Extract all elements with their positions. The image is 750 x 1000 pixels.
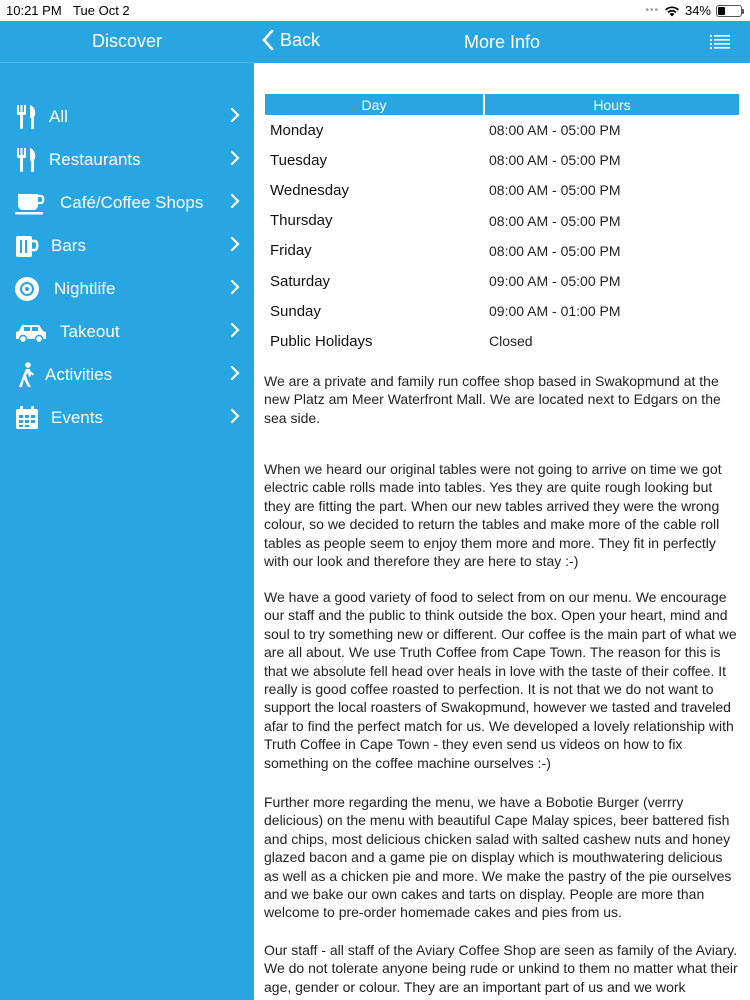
chevron-right-icon <box>230 107 240 123</box>
detail-header <box>254 21 750 63</box>
page-title: More Info <box>463 32 541 52</box>
description-paragraph: Our staff - all staff of the Aviary Coffee Shop are seen as family of the Aviary. We do not tolerate anyone being rude or unkind to them no matter what their age, gender or colour. They are an important part of us and we work <box>264 942 738 995</box>
sidebar-title: Discover <box>0 21 254 63</box>
calendar-icon <box>14 405 40 431</box>
sidebar-item-bars[interactable] <box>0 224 254 267</box>
hours-cell: 08:00 AM - 05:00 PM <box>489 122 621 139</box>
sidebar-item-label: Takeout <box>60 322 120 341</box>
status-date: Tue Oct 2 <box>73 3 130 18</box>
day-cell: Friday <box>270 242 312 260</box>
sidebar-menu <box>0 95 254 439</box>
day-cell: Public Holidays <box>270 332 373 350</box>
hours-cell: 08:00 AM - 05:00 PM <box>489 242 621 259</box>
coffee-cup-icon <box>14 190 48 216</box>
beer-mug-icon <box>14 233 40 259</box>
sidebar-item-takeout[interactable] <box>0 310 254 353</box>
fork-knife-icon <box>14 147 40 173</box>
battery-fill <box>718 7 725 15</box>
table-row <box>265 115 739 145</box>
sidebar-item-label: Activities <box>45 365 113 384</box>
walking-person-icon <box>14 362 40 388</box>
table-header-row <box>265 94 739 115</box>
chevron-right-icon <box>230 322 240 338</box>
day-cell: Thursday <box>270 212 333 230</box>
wifi-icon <box>664 5 680 17</box>
table-row <box>265 145 739 175</box>
table-row <box>265 206 739 236</box>
battery-icon <box>716 5 742 17</box>
battery-percent: 34% <box>684 3 711 18</box>
hours-cell: 08:00 AM - 05:00 PM <box>489 182 621 199</box>
chevron-right-icon <box>230 408 240 424</box>
sidebar-item-label: Nightlife <box>54 279 116 298</box>
sidebar-item-label: Events <box>51 408 103 427</box>
hours-cell: 08:00 AM - 05:00 PM <box>489 212 621 229</box>
back-label: Back <box>280 29 321 50</box>
hours-cell: 09:00 AM - 01:00 PM <box>489 303 621 320</box>
description-paragraph: Further more regarding the menu, we have a Bobotie Burger (verrry delicious) on the menu with beautiful Cape Malay spices, beer battered fish and chips, most delicious chicken salad with salted cashew nuts and honey glazed bacon and a game pie on display which is mouthwatering delicious as well as a chicken pie and more. We make the pastry of the pie ourselves and we bake our own cakes and tarts on display. People are more than welcome to pre-order homemade cakes and pies from us. <box>264 794 732 921</box>
day-cell: Tuesday <box>270 151 327 169</box>
day-cell: Sunday <box>270 302 321 320</box>
hours-cell: Closed <box>489 333 533 350</box>
chevron-right-icon <box>230 193 240 209</box>
chevron-right-icon <box>230 365 240 381</box>
sidebar <box>0 21 254 1000</box>
description-paragraph: We are a private and family run coffee shop based in Swakopmund at the new Platz am Meer Waterfront Mall. We are located next to Edgars on the sea side. <box>264 373 721 426</box>
fork-knife-icon <box>14 104 40 130</box>
table-row <box>265 296 739 326</box>
status-bar <box>0 0 750 21</box>
sidebar-item-events[interactable] <box>0 396 254 439</box>
detail-content <box>254 63 750 1000</box>
table-row <box>265 236 739 266</box>
multitask-dots-icon: ••• <box>645 5 659 16</box>
hours-cell: 09:00 AM - 05:00 PM <box>489 273 621 290</box>
opening-hours-table <box>265 94 739 357</box>
sidebar-item-activities[interactable] <box>0 353 254 396</box>
hours-cell: 08:00 AM - 05:00 PM <box>489 152 621 169</box>
table-row <box>265 266 739 296</box>
sidebar-item-cafe-coffee-shops[interactable] <box>0 181 254 224</box>
day-cell: Wednesday <box>270 181 349 199</box>
day-cell: Monday <box>270 121 324 139</box>
description-paragraph: We have a good variety of food to select from on our menu. We encourage our staff and the public to think outside the box. Open your heart, mind and soul to try something new or different. Our coffee is the main part of what we are all about. We use Truth Coffee from Cape Town. The reason for this is that we absolute fell head over heals in love with the taste of their coffee. It really is good coffee roasted to perfection. It is not that we do not want to support the local roasters of Swakopmund, however we tasted and traveled afar to find the perfect match for us. We developed a lovely relationship with Truth Coffee in Cape Town - they even send us videos on how to fix something on the coffee machine ourselves :-) <box>264 589 737 771</box>
status-time: 10:21 PM <box>6 3 62 18</box>
column-header-day: Day <box>265 94 483 115</box>
disc-icon <box>14 276 40 302</box>
day-cell: Saturday <box>270 272 331 290</box>
table-row <box>265 326 739 356</box>
chevron-right-icon <box>230 279 240 295</box>
sidebar-item-all[interactable] <box>0 95 254 138</box>
list-icon[interactable] <box>710 34 730 50</box>
sidebar-item-label: Café/Coffee Shops <box>60 193 204 212</box>
column-header-hours: Hours <box>485 94 739 115</box>
chevron-right-icon <box>230 236 240 252</box>
sidebar-item-restaurants[interactable] <box>0 138 254 181</box>
sidebar-item-label: Bars <box>51 236 86 255</box>
car-icon <box>14 319 48 345</box>
sidebar-item-nightlife[interactable] <box>0 267 254 310</box>
chevron-right-icon <box>230 150 240 166</box>
table-row <box>265 175 739 205</box>
description-paragraph: When we heard our original tables were not going to arrive on time we got electric cable rolls made into tables. Yes they are quite rough looking but they are fitting the part. When our new tables arrived they were the wrong colour, so we decided to return the tables and make more of the cable roll tables as people seem to enjoy them more and more. They fit in perfectly with our look and therefore they are here to stay :-) <box>264 461 722 570</box>
sidebar-item-label: All <box>49 107 68 126</box>
sidebar-item-label: Restaurants <box>49 150 141 169</box>
